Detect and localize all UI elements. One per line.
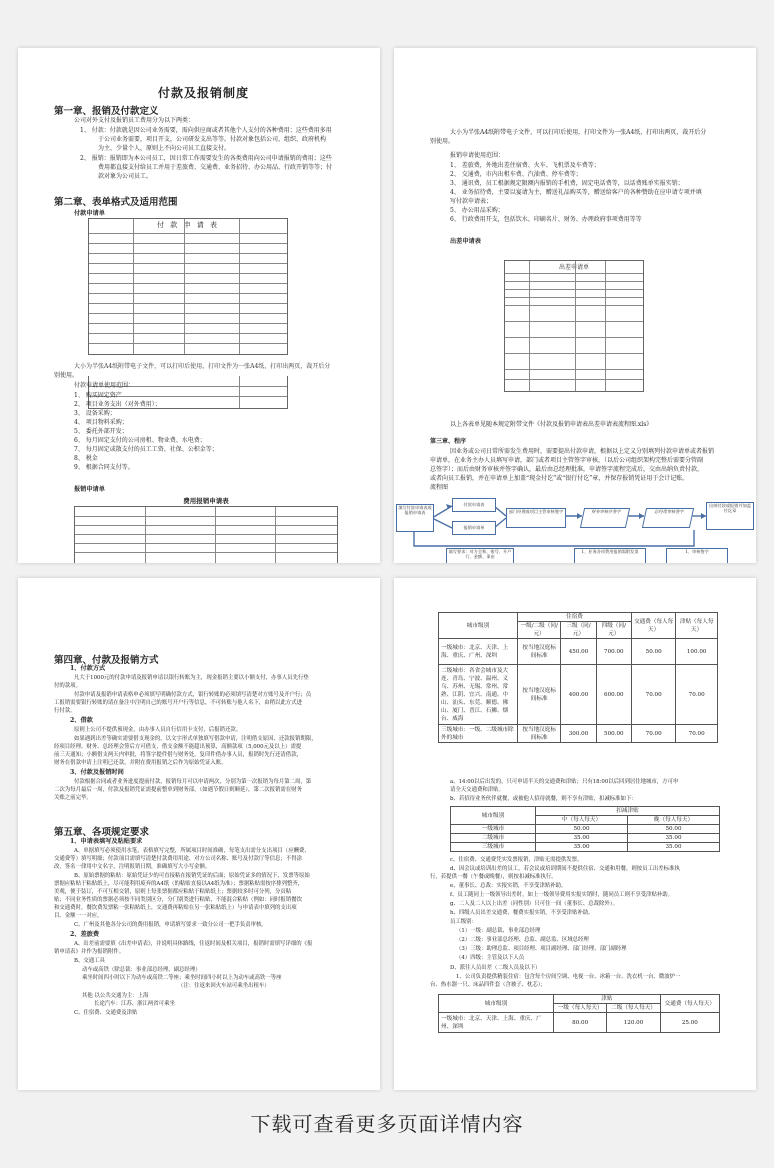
- list-item: 4、 业务招待费，主要以宴请为主，赠送礼品购买等，赠送给客户的各种赞助在应申请专项并填: [450, 189, 702, 196]
- table-cell: 50.00: [632, 639, 676, 665]
- paragraph: 前三天通知；小额借支两天内审批，将签字提件借与财务处，复印件借办事人员，报销时先行还清借款，: [54, 752, 302, 758]
- paragraph: 票据应粘贴于粘贴纸上，尽可能利用废弃的A4纸（的粘贴直接以A4纸为准）；票据粘贴需按序排列整齐，: [54, 881, 304, 887]
- flow-step-cashier-pay: 出纳付款或报销并加盖付讫章: [706, 502, 754, 530]
- paragraph: 大小为半张A4纸附带电子文件，可以打印后使用，打印文件为一张A4纸，打印出两页，裁开后分: [450, 129, 707, 136]
- table-cell: 120.00: [607, 1013, 660, 1033]
- list-item: 2、 项目业务支出（对外费用）；: [74, 401, 161, 408]
- flow-step-expense-form: 报销申请单: [452, 521, 496, 535]
- flow-step-fill-form: 填写付款申请表或报销申请表: [396, 504, 434, 532]
- list-item: 写付款申请表；: [450, 198, 493, 205]
- table-cell: 50.00: [536, 825, 628, 834]
- table-cell: 450.00: [561, 639, 596, 665]
- paragraph: C、广州及其他各分公司的费用报销，申请填写要求一致分公司一把手负责审核。: [74, 922, 267, 928]
- list-item: 8、 税金: [74, 455, 98, 462]
- table-header: 交通费（每人每天）: [632, 613, 676, 639]
- paragraph: 交通费等）填写明细；付款项目需填写清楚付款费用用途、对方公司名称、账号及付款厅等信息；不得涂: [54, 856, 302, 862]
- flow-step-payment-form: 付款申请表: [452, 498, 496, 512]
- list-item: 6、 行政费用开支，包括饮水、印刷名片、财务、办理政府事项费用等等: [450, 216, 642, 223]
- chapter-4-heading: 第四章、付款及报销方式: [54, 655, 159, 666]
- form-title: 付 款 申 请 表: [157, 221, 219, 229]
- list-item: （4）四级：主管及以下人员: [456, 955, 525, 961]
- document-title: 付款及报销制度: [158, 86, 250, 100]
- list-item: （2）二级：事业部总经理、总监、副总监、区域总经理: [456, 937, 589, 943]
- table-header: 城市级别: [439, 995, 554, 1013]
- paragraph: 行付款。: [54, 708, 76, 714]
- list-item: 1、 差旅费，外地出差住宿费、火车、飞机票及车费等；: [450, 162, 600, 169]
- paragraph: 因业务或公司日常所需发生费用时，需要提出付款申请，根据以上定义分别填列付款申请单或者报销: [450, 448, 715, 455]
- paragraph: A、单据填写必须使用水笔，表格填写完整，所属项目时间准确，每笔支出需分支出项目（应酬费、: [74, 848, 310, 854]
- paragraph: 动车或高铁（除总裁：事业部总经理、副总经理）: [82, 967, 201, 973]
- paragraph: b、若招待业务伙伴就餐，或被他人招待就餐，则不享有津贴，扣减标准如下：: [450, 796, 637, 802]
- table-cell: 80.00: [554, 1013, 607, 1033]
- table-header: 交通费（每人每天）: [660, 995, 719, 1013]
- table-cell: 一级城市：北京、天津、上海、重庆、广州、深圳: [439, 639, 518, 665]
- table-cell: 35.00: [628, 843, 720, 852]
- download-more-caption: 下载可查看更多页面详情内容: [250, 1112, 524, 1136]
- paragraph: 于公司业务需要，项目开支，公司研发支出等等。付款对象包括公司、组织、政府机构: [98, 136, 327, 143]
- table-header: 住宿费: [518, 613, 632, 622]
- paragraph: D、派往人员出差（二级人员及以下）: [450, 965, 541, 971]
- list-item: 4、 项目物料采购；: [74, 419, 128, 426]
- table-cell: 35.00: [536, 843, 628, 852]
- flow-step-manager-review: 部门经理或项目主管审核签字: [506, 508, 566, 528]
- paragraph: 二次为每月最后一周，付款及报销凭证需提前整单到财务部，（如遇节假日则顺延），第二次报销需在财务: [54, 787, 302, 793]
- table-cell: 二级城市：各省会城市及大连、青岛、宁波、温州、义乌、苏州、无锡、常州、常熟、江阴、宜兴、南通、中山、汕头、东莞、顺德、佛山、厦门、晋江、石狮、烟台、威海: [439, 665, 518, 725]
- paragraph: 贴；不同业务性质的票据必须按不同类别区分，分门别类进行粘贴，不能混合粘贴（例如：同时报销餐饮: [54, 897, 302, 903]
- table-cell: 600.00: [596, 665, 631, 725]
- paragraph: 目、金额一一对应。: [54, 913, 103, 919]
- table-cell: 一级城市：北京、天津、上海、重庆、广州、深圳: [439, 1013, 554, 1033]
- list-item: 5、 委托外部开发；: [74, 428, 128, 435]
- table-cell: 70.00: [676, 665, 718, 725]
- paragraph: 报销申请使用范围：: [450, 152, 505, 159]
- table-cell: 300.00: [561, 725, 596, 743]
- paragraph: 付款申请单使用范围：: [74, 382, 135, 389]
- table-cell: 按当地汉庭标间标准: [518, 725, 561, 743]
- table-header: 城市级别: [439, 613, 518, 639]
- paragraph: 付款根据合同或者业务进度提前付款，报销每月可以申请两次，分别为第一次报销为每月第二周，第: [74, 779, 312, 785]
- paragraph: 或者向员工报销，并在申请单上加盖“现金付讫”或“银行付讫”章，并保存报销凭证用于会计记账。: [430, 475, 689, 482]
- table-header: 三级（同/元）: [561, 622, 596, 639]
- paragraph: B、交通工具: [74, 958, 105, 964]
- paragraph: 台、热水器一只、床品四件套（含被子、枕芯）；: [430, 982, 546, 988]
- paragraph: 经项目经理、财务、总经理会签后方可借支，借支金额不能超出预算，高额款项（5,000元及以上）需提: [54, 744, 302, 750]
- chapter-1-heading: 第一章、报销及付款定义: [54, 106, 159, 117]
- paragraph: 凡大于1000元的付款申请及报销申请以银行转账为主，现金报销主要以小额支付，办事人员先行垫: [74, 675, 309, 681]
- list-item: （1）一级：副总裁、事业部总经理: [456, 928, 541, 934]
- chapter-2-heading: 第二章、表单格式及适用范围: [54, 197, 178, 208]
- paragraph: 公司对外支付及报销员工费用分为以下两类：: [74, 117, 195, 124]
- list-item: 3、 通讯费，员工根据规定限额内报销的手机费，固定电话费等，以话费账单实报实销；: [450, 180, 684, 187]
- table-header: 津贴（每人每天）: [676, 613, 718, 639]
- paragraph: 以上各表单见随本规定附带文件《付款及报销申请表出差申请表流程图.xls》: [450, 421, 653, 428]
- table-cell: 50.00: [628, 825, 720, 834]
- paragraph: 款对象为公司员工。: [98, 173, 153, 180]
- list-item: 7、 每月固定或散支付的员工工资、社保、公积金等；: [74, 446, 218, 453]
- table-header: 二级（每人每天）: [607, 1004, 660, 1013]
- paragraph: 行，若提供一餐（午餐或晚餐），则按扣减标准执行。: [430, 874, 557, 880]
- paragraph: 申请单，在业务主办人员填写申请，部门或者项目主管签字审核，（以后公司组织架构完整后需要分管副: [430, 457, 704, 464]
- paragraph: 改，签名一律用中文名字，注明报销日期，准确填写大小写金额。: [54, 864, 211, 870]
- paragraph: g、二人及二人以上出差（同性别）只可住一间（董事长、总裁除外）。: [450, 901, 618, 907]
- chapter-3-heading: 第三章、程序: [430, 438, 467, 445]
- paragraph: f、员工随同上一级领导出差时，如上一级领导费用实报实销时，随同员工则不享受津贴补助。: [450, 892, 674, 898]
- section-heading: 1、申请表填写及粘贴要求: [70, 838, 143, 845]
- expense-form: [74, 497, 338, 563]
- form-title: 费用报销申请表: [183, 497, 229, 505]
- paragraph: 费用都直接支付给员工并用于差旅费、交通费、业务招待、办公用品、行政开销等等；付: [98, 164, 333, 171]
- paragraph: 长途汽车：江苏、浙江两省可乘坐: [94, 1001, 175, 1007]
- paragraph: a、14:00以后出发的，只可申请半天的交通费和津贴；只有18:00以后回到居住地城市，方可申: [450, 779, 679, 785]
- paragraph: d、因会议或培训出差的员工，若会议或培训期间不提供住宿、交通和用餐，则按员工出差标准执: [450, 866, 680, 872]
- table-cell: 按当地汉庭标间标准: [518, 665, 561, 725]
- flow-step-gm-approval: 总经理审核签字: [642, 508, 694, 528]
- table-cell: 700.00: [596, 639, 631, 665]
- paragraph: 其他 以公共交通为主：上海: [82, 993, 149, 999]
- table-cell: 400.00: [561, 665, 596, 725]
- list-item: （3）三级：助理总监、项目经理、项目副经理、部门经理、部门副经理: [456, 946, 627, 952]
- paragraph: A、出差前需要填《出差申请表》，并说明具体路线，往返时间及相关项目，报销时需填写详细的《报: [74, 941, 313, 947]
- paragraph: 请全天交通费和津贴。: [450, 787, 504, 793]
- section-label: 付款申请单: [74, 210, 105, 217]
- table-cell: 70.00: [676, 725, 718, 743]
- table-cell: 500.00: [596, 725, 631, 743]
- table-header: 一级/二级（同/元）: [518, 622, 561, 639]
- dispatch-allowance-table: [438, 994, 720, 1033]
- meal-deduction-table: [450, 806, 720, 852]
- document-page-2: [394, 48, 756, 563]
- paragraph: 2、 报销：报销即为本公司员工，因日常工作需要发生的各类费用向公司申请报销的费用；这些: [80, 155, 332, 162]
- table-cell: 35.00: [536, 834, 628, 843]
- table-cell: 70.00: [632, 725, 676, 743]
- paragraph: 乘坐时间四小时以下为动车或高铁二等座；乘坐时间四小时以上为动车或高铁一等座: [82, 975, 282, 981]
- paragraph: 总签字）；而后由财务审核并签字确认，最后由总经理批准，申请签字流程完成后，交由出纳负责付款，: [430, 466, 704, 473]
- paragraph: 为主，少量个人，原则上不向公司员工直接支付。: [98, 145, 231, 152]
- paragraph: 美观，便于装订，不可互相交错，原则上每张票据都应粘贴于粘贴纸上；票据较多时可分列，分页粘: [54, 889, 292, 895]
- table-header: 扣减津贴: [536, 807, 720, 816]
- table-cell: 35.00: [628, 834, 720, 843]
- paragraph: 销申请表》并作为报销附件。: [54, 949, 125, 955]
- paragraph: c、住宿费、交通费凭实发票报销，津贴无需提供发票。: [450, 857, 583, 863]
- table-header: 津贴: [554, 995, 661, 1004]
- table-cell: 二级城市: [451, 834, 536, 843]
- paragraph: 关账之前完毕。: [54, 795, 92, 801]
- paragraph: h、四级人员出差交通费、餐费实报实销，不享受津贴补助。: [450, 910, 594, 916]
- table-cell: 一级城市: [451, 825, 536, 834]
- paragraph: 员工级别：: [450, 919, 477, 925]
- table-cell: 三级城市: [451, 843, 536, 852]
- list-item: 5、 办公用品采购；: [450, 207, 504, 214]
- form-title: 出差申请单: [558, 264, 589, 271]
- paragraph: 别使用。: [430, 138, 455, 145]
- document-page-3: [18, 578, 380, 1090]
- paragraph: 付的款项。: [54, 683, 81, 689]
- table-cell: 三级城市：一级、二级城市除外的城市: [439, 725, 518, 743]
- flow-note-sign: 1、审核签字: [666, 548, 728, 563]
- list-item: 6、 每月固定支付的公司房租、物业费、水电费；: [74, 437, 206, 444]
- table-cell: 25.00: [660, 1013, 719, 1033]
- paragraph: （注：往返来回火车站可乘坐出租车）: [178, 983, 270, 989]
- paragraph: 原则上公司不提供预现金，由办事人员自行信用卡支付，后报销还款。: [74, 727, 242, 733]
- paragraph: 大小为半张A4纸附带电子文件，可以打印后使用，打印文件为一张A4纸，打印出两页，裁开后分: [74, 363, 331, 370]
- flow-step-finance-review: 财务审核并签字: [580, 508, 630, 528]
- paragraph: 1、 付款：付款就是因公司业务需要，需向供应商或者其他个人支付的各种费用；这些费用多用: [80, 127, 332, 134]
- list-item: 2、 交通费，市内出租车费、汽油费、停车费等；: [450, 171, 582, 178]
- section-heading: 2、借款: [70, 717, 93, 724]
- section-label: 出差申请表: [450, 238, 481, 245]
- table-cell: 按当地汉庭标间标准: [518, 639, 561, 665]
- flow-note-invoice: 1、业务各项费用报销需附发票: [574, 548, 646, 563]
- section-label: 报销申请单: [74, 486, 105, 493]
- flow-note-requirements: 填写要求：对方全称、账号、开户行、金额、事由: [446, 548, 514, 563]
- table-header: 晚（每人每天）: [628, 816, 720, 825]
- paragraph: 别使用。: [54, 372, 79, 379]
- document-page-1: [18, 48, 380, 563]
- paragraph: 流程图: [430, 484, 449, 491]
- paragraph: 工报销需要银行转账的请在备注中注明自己的账号开户行等信息，不可转账与他人名下，由稍以此方式进: [54, 700, 302, 706]
- table-header: 一级（每人每天）: [554, 1004, 607, 1013]
- paragraph: 付款申请及报销申请表格申必须填写明确付款方式，银行转账的必须填写清楚对方账号及开户行；员: [74, 692, 312, 698]
- table-header: 中（每人每天）: [536, 816, 628, 825]
- paragraph: C、住宿费、交通费及津贴: [74, 1010, 138, 1016]
- list-item: 3、 设备采购；: [74, 410, 116, 417]
- document-page-4: [394, 578, 756, 1090]
- paragraph: B、原始票据的粘贴：原始凭证少的可直接粘在报销凭证的后面；原始凭证多的情况下，发票等原始: [74, 873, 310, 879]
- table-cell: 70.00: [632, 665, 676, 725]
- section-heading: 3、付款及报销时间: [70, 769, 124, 776]
- paragraph: 如果遇到出差等确实需要借支现金的，以文字形式单独填写借款申请，注明借支原因、还款报销期限，: [74, 736, 317, 742]
- list-item: 1、 购买固定资产: [74, 392, 122, 399]
- paragraph: 财务在借款申请上注明已还款，并附在费用报销之后作为原始凭证入账。: [54, 760, 227, 766]
- section-heading: 2、差旅费: [70, 931, 100, 938]
- table-cell: 100.00: [676, 639, 718, 665]
- table-header: 城市级别: [451, 807, 536, 825]
- travel-request-form: [504, 260, 644, 392]
- list-item: 9、 根据合同支付等。: [74, 464, 134, 471]
- table-header: 四级（同/元）: [596, 622, 631, 639]
- section-heading: 1、付款方式: [70, 665, 106, 672]
- lodging-allowance-table: [438, 612, 718, 743]
- chapter-5-heading: 第五章、各项规定要求: [54, 827, 150, 838]
- paragraph: 1、公司负责提供精装住宿：包含每个房间空调、电视一台、冰箱一台、洗衣机一台、微波炉一: [456, 974, 681, 980]
- payment-request-form: [88, 218, 288, 355]
- paragraph: 和交通费时，餐饮费发票粘一张粘贴纸上，交通费再粘贴在另一张粘贴纸上）与申请表中填列的支出项: [54, 905, 297, 911]
- paragraph: e、董事长、总裁：实报实销，不享受津贴补助。: [450, 883, 567, 889]
